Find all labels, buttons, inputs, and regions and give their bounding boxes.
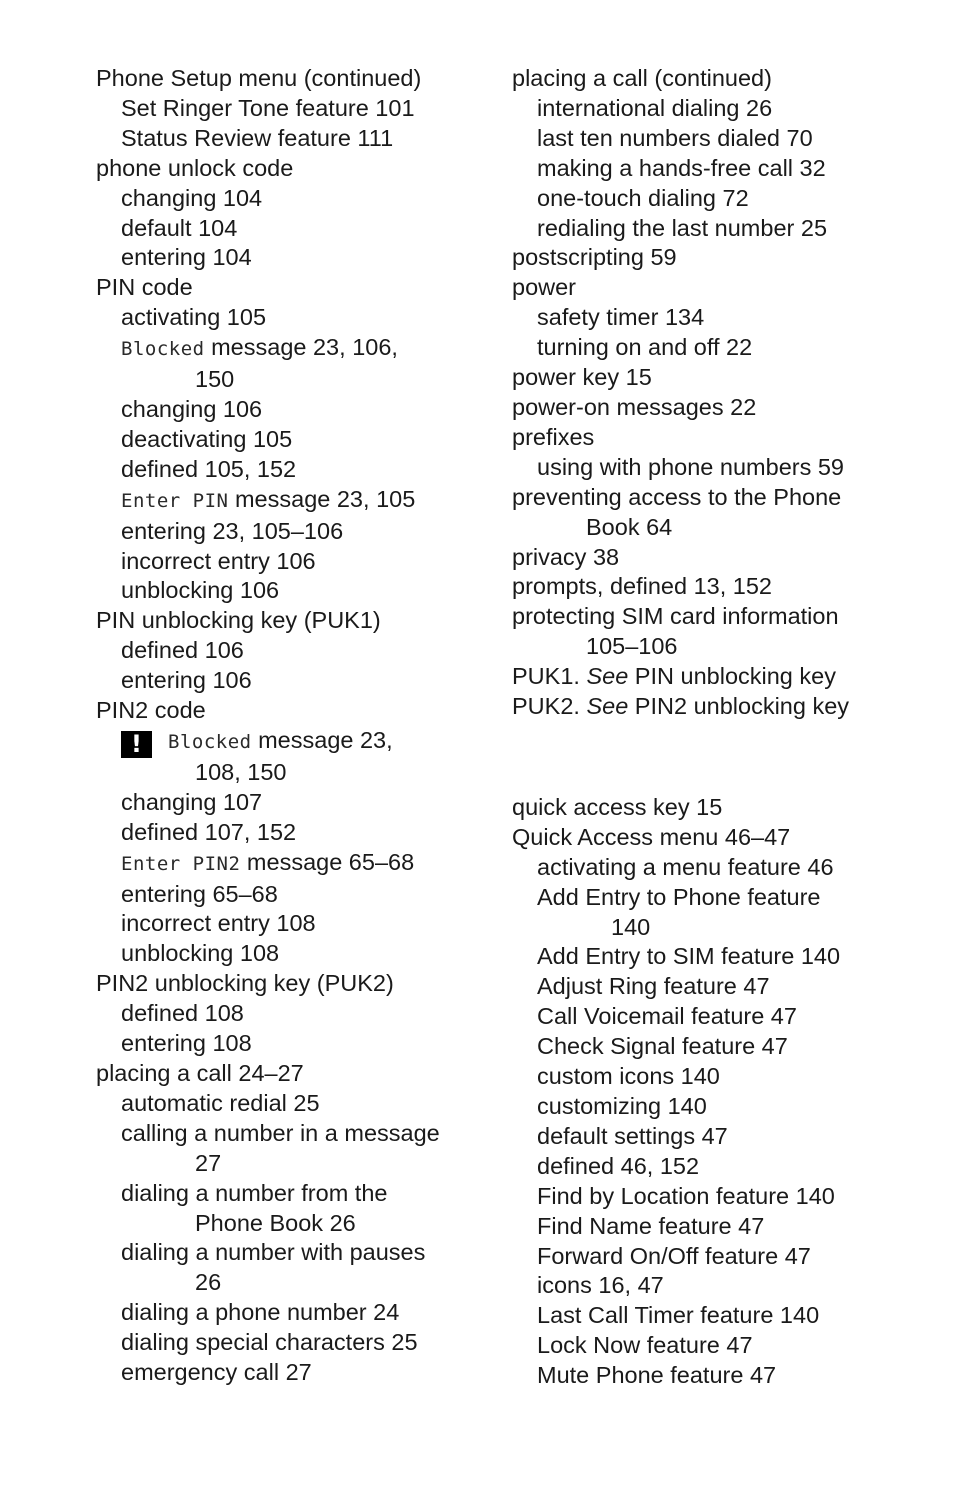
entry-text: quick access key 15 <box>512 793 723 820</box>
entry-text: preventing access to the Phone <box>512 483 842 510</box>
index-subentry <box>96 1298 496 1328</box>
index-heading <box>512 692 932 722</box>
index-subentry <box>96 214 496 244</box>
entry-text: PIN unblocking key <box>628 663 836 690</box>
index-subentry <box>96 848 496 880</box>
entry-text: using with phone numbers 59 <box>537 453 845 480</box>
entry-text: Find Name feature 47 <box>537 1212 765 1239</box>
index-subentry <box>512 154 932 184</box>
index-column-left <box>96 64 496 1388</box>
index-continuation <box>96 1268 496 1298</box>
entry-text: activating 105 <box>121 304 267 331</box>
entry-text: Status Review feature 111 <box>121 124 394 151</box>
entry-text: Adjust Ring feature 47 <box>537 973 770 1000</box>
index-subentry <box>96 184 496 214</box>
index-heading <box>96 696 496 726</box>
index-subentry <box>96 726 496 758</box>
index-heading <box>96 64 496 94</box>
index-continuation <box>512 913 932 943</box>
entry-text: deactivating 105 <box>121 425 293 452</box>
index-subentry <box>512 333 932 363</box>
entry-text: safety timer 134 <box>537 304 705 331</box>
entry-text: Mute Phone feature 47 <box>537 1362 777 1389</box>
index-heading <box>512 273 932 303</box>
entry-text: entering 23, 105–106 <box>121 517 344 544</box>
index-subentry <box>96 1328 496 1358</box>
entry-text: emergency call 27 <box>121 1359 312 1386</box>
entry-text: customizing 140 <box>537 1093 707 1119</box>
entry-text: PIN2 unblocking key <box>628 693 850 720</box>
index-subentry <box>512 453 932 483</box>
entry-text: defined 106 <box>121 637 244 664</box>
index-subentry <box>96 94 496 124</box>
entry-text: making a hands-free call 32 <box>537 154 826 181</box>
index-subentry <box>96 1358 496 1388</box>
index-continuation <box>512 632 932 662</box>
index-subentry <box>96 303 496 333</box>
index-subentry <box>96 1179 496 1209</box>
index-subentry <box>512 1301 932 1331</box>
index-continuation <box>96 1209 496 1239</box>
index-subentry <box>512 124 932 154</box>
index-subentry <box>512 1002 932 1032</box>
entry-text: Set Ringer Tone feature 101 <box>121 94 415 121</box>
entry-text: default settings 47 <box>537 1122 728 1149</box>
index-heading <box>512 662 932 692</box>
entry-text: Find by Location feature 140 <box>537 1182 835 1209</box>
index-subentry <box>512 1092 932 1122</box>
entry-text: PUK2. <box>512 693 587 720</box>
display-message-text: Enter PIN <box>121 489 229 512</box>
entry-text: prompts, defined 13, 152 <box>512 573 772 600</box>
index-subentry <box>512 184 932 214</box>
entry-text: Phone Setup menu (continued) <box>96 65 422 91</box>
entry-text: 105–106 <box>586 633 678 660</box>
entry-text: entering 65–68 <box>121 880 278 907</box>
entry-text: default 104 <box>121 214 238 241</box>
index-heading <box>512 64 932 94</box>
index-heading <box>96 273 496 303</box>
display-message-text: Enter PIN2 <box>121 852 241 875</box>
entry-text: Book 64 <box>586 513 673 540</box>
index-heading <box>96 606 496 636</box>
index-subentry <box>96 880 496 910</box>
entry-text: PIN2 code <box>96 697 206 724</box>
index-subentry <box>512 972 932 1002</box>
entry-text: Call Voicemail feature 47 <box>537 1003 797 1030</box>
entry-text: message 65–68 <box>240 848 415 875</box>
index-subentry <box>96 1089 496 1119</box>
entry-text: PIN2 unblocking key (PUK2) <box>96 970 394 997</box>
index-subentry <box>512 853 932 883</box>
see-reference: See <box>586 693 629 720</box>
entry-text: dialing a number from the <box>121 1179 388 1206</box>
index-subentry <box>96 333 496 365</box>
entry-text: placing a call (continued) <box>512 65 772 91</box>
entry-text: Quick Access menu 46–47 <box>512 823 791 850</box>
entry-text: automatic redial 25 <box>121 1089 320 1116</box>
index-column-right <box>512 64 932 1391</box>
index-subentry <box>512 1062 932 1092</box>
index-subentry <box>96 788 496 818</box>
entry-text: unblocking 106 <box>121 577 280 604</box>
index-subentry <box>512 1361 932 1391</box>
entry-text: prefixes <box>512 423 595 450</box>
entry-text: 108, 150 <box>195 758 287 785</box>
index-heading <box>512 602 932 632</box>
index-subentry <box>96 1029 496 1059</box>
index-heading <box>96 969 496 999</box>
index-subentry <box>96 395 496 425</box>
entry-text: defined 108 <box>121 1000 244 1027</box>
entry-text: dialing special characters 25 <box>121 1329 418 1356</box>
index-subentry <box>96 425 496 455</box>
index-heading <box>512 363 932 393</box>
entry-text: Check Signal feature 47 <box>537 1033 788 1060</box>
index-subentry <box>96 124 496 154</box>
entry-text: entering 106 <box>121 667 252 694</box>
entry-text: defined 105, 152 <box>121 455 297 482</box>
index-heading <box>96 1059 496 1089</box>
index-subentry <box>512 1182 932 1212</box>
index-heading <box>512 243 932 273</box>
entry-text: Phone Book 26 <box>195 1209 356 1236</box>
entry-text: defined 46, 152 <box>537 1152 700 1179</box>
entry-text: dialing a phone number 24 <box>121 1299 400 1326</box>
index-subentry <box>512 1271 932 1301</box>
index-subentry <box>512 214 932 244</box>
display-message-text: Blocked <box>121 338 205 361</box>
entry-text: changing 104 <box>121 184 263 211</box>
index-heading <box>96 154 496 184</box>
index-subentry <box>96 243 496 273</box>
entry-text: placing a call 24–27 <box>96 1060 304 1086</box>
entry-text: power key 15 <box>512 364 652 391</box>
entry-text: one-touch dialing 72 <box>537 184 749 211</box>
index-subentry <box>96 547 496 577</box>
index-subentry <box>512 1032 932 1062</box>
index-subentry <box>512 942 932 972</box>
index-subentry <box>96 1238 496 1268</box>
index-subentry <box>512 94 932 124</box>
index-continuation <box>96 365 496 395</box>
entry-text: international dialing 26 <box>537 94 773 121</box>
entry-text: turning on and off 22 <box>537 334 753 361</box>
index-subentry <box>512 1331 932 1361</box>
entry-text: 26 <box>195 1269 222 1296</box>
entry-text: activating a menu feature 46 <box>537 853 834 880</box>
entry-text: Lock Now feature 47 <box>537 1332 753 1359</box>
entry-text: power-on messages 22 <box>512 393 757 420</box>
see-reference: See <box>586 663 629 690</box>
warning-icon: ! <box>121 731 152 758</box>
entry-text: PIN code <box>96 274 193 301</box>
entry-text: 27 <box>195 1149 222 1176</box>
index-subentry <box>96 939 496 969</box>
entry-text: power <box>512 274 577 301</box>
index-subentry <box>96 636 496 666</box>
entry-text: message 23, 105 <box>228 485 416 512</box>
index-subentry <box>96 818 496 848</box>
entry-text: postscripting 59 <box>512 244 677 271</box>
entry-text: incorrect entry 108 <box>121 910 316 937</box>
entry-text: privacy 38 <box>512 543 620 570</box>
entry-text: Last Call Timer feature 140 <box>537 1302 820 1329</box>
entry-text: entering 108 <box>121 1030 252 1057</box>
index-heading <box>512 823 932 853</box>
entry-text: icons 16, 47 <box>537 1272 664 1299</box>
section-gap <box>512 722 932 793</box>
entry-text: 150 <box>195 366 235 393</box>
entry-text: unblocking 108 <box>121 940 280 967</box>
index-subentry <box>512 1212 932 1242</box>
entry-text: message 23, 106, <box>204 334 398 361</box>
index-heading <box>512 543 932 573</box>
entry-text: Forward On/Off feature 47 <box>537 1242 811 1269</box>
index-subentry <box>512 1122 932 1152</box>
index-subentry <box>96 576 496 606</box>
index-subentry <box>96 909 496 939</box>
entry-text: phone unlock code <box>96 154 294 181</box>
entry-text: calling a number in a message <box>121 1119 440 1146</box>
entry-text: PUK1. <box>512 663 587 690</box>
index-continuation <box>96 758 496 788</box>
entry-text: changing 106 <box>121 395 263 422</box>
entry-text: 140 <box>611 913 651 940</box>
index-continuation <box>96 1149 496 1179</box>
entry-text: incorrect entry 106 <box>121 547 316 574</box>
index-subentry <box>96 455 496 485</box>
entry-text: message 23, <box>251 726 393 753</box>
entry-text: custom icons 140 <box>537 1063 720 1090</box>
index-heading <box>512 423 932 453</box>
index-subentry <box>96 999 496 1029</box>
index-subentry <box>512 883 932 913</box>
entry-text: redialing the last number 25 <box>537 214 828 241</box>
index-subentry <box>512 1152 932 1182</box>
entry-text: changing 107 <box>121 788 263 815</box>
index-heading <box>512 393 932 423</box>
index-continuation <box>512 513 932 543</box>
index-heading <box>512 483 932 513</box>
index-subentry <box>96 517 496 547</box>
entry-text: PIN unblocking key (PUK1) <box>96 607 381 634</box>
display-message-text: Blocked <box>168 730 252 753</box>
entry-text: entering 104 <box>121 244 252 271</box>
entry-text: Add Entry to SIM feature 140 <box>537 943 841 970</box>
entry-text: dialing a number with pauses <box>121 1239 426 1266</box>
index-heading <box>512 793 932 823</box>
index-subentry <box>96 666 496 696</box>
entry-text: last ten numbers dialed 70 <box>537 124 813 151</box>
index-subentry <box>96 485 496 517</box>
index-subentry <box>512 1242 932 1272</box>
index-subentry <box>512 303 932 333</box>
entry-text: Add Entry to Phone feature <box>537 883 821 910</box>
index-subentry <box>96 1119 496 1149</box>
entry-text: defined 107, 152 <box>121 818 297 845</box>
entry-text: protecting SIM card information <box>512 603 839 630</box>
index-heading <box>512 572 932 602</box>
